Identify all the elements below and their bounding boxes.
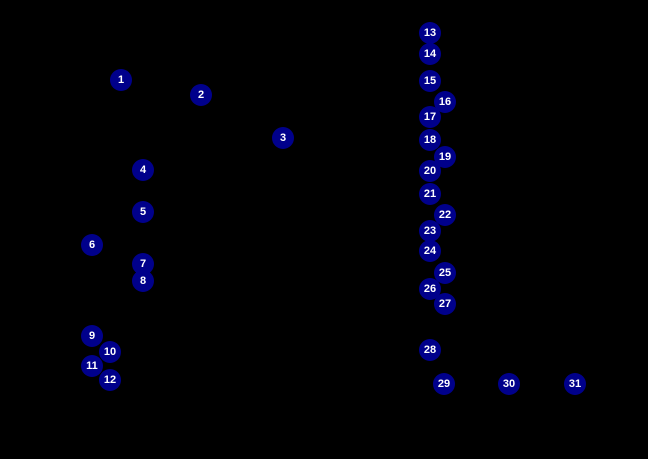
marker-7[interactable]: 7 bbox=[132, 253, 154, 275]
marker-25[interactable]: 25 bbox=[434, 262, 456, 284]
marker-1[interactable]: 1 bbox=[110, 69, 132, 91]
marker-4[interactable]: 4 bbox=[132, 159, 154, 181]
marker-13[interactable]: 13 bbox=[419, 22, 441, 44]
marker-16[interactable]: 16 bbox=[434, 91, 456, 113]
marker-27[interactable]: 27 bbox=[434, 293, 456, 315]
marker-20[interactable]: 20 bbox=[419, 160, 441, 182]
marker-2[interactable]: 2 bbox=[190, 84, 212, 106]
marker-23[interactable]: 23 bbox=[419, 220, 441, 242]
marker-28[interactable]: 28 bbox=[419, 339, 441, 361]
marker-10[interactable]: 10 bbox=[99, 341, 121, 363]
marker-5[interactable]: 5 bbox=[132, 201, 154, 223]
marker-6[interactable]: 6 bbox=[81, 234, 103, 256]
marker-3[interactable]: 3 bbox=[272, 127, 294, 149]
marker-9[interactable]: 9 bbox=[81, 325, 103, 347]
marker-12[interactable]: 12 bbox=[99, 369, 121, 391]
marker-24[interactable]: 24 bbox=[419, 240, 441, 262]
marker-18[interactable]: 18 bbox=[419, 129, 441, 151]
marker-21[interactable]: 21 bbox=[419, 183, 441, 205]
marker-15[interactable]: 15 bbox=[419, 70, 441, 92]
marker-26[interactable]: 26 bbox=[419, 278, 441, 300]
marker-19[interactable]: 19 bbox=[434, 146, 456, 168]
marker-17[interactable]: 17 bbox=[419, 106, 441, 128]
marker-31[interactable]: 31 bbox=[564, 373, 586, 395]
marker-30[interactable]: 30 bbox=[498, 373, 520, 395]
marker-29[interactable]: 29 bbox=[433, 373, 455, 395]
marker-14[interactable]: 14 bbox=[419, 43, 441, 65]
marker-22[interactable]: 22 bbox=[434, 204, 456, 226]
marker-8[interactable]: 8 bbox=[132, 270, 154, 292]
marker-11[interactable]: 11 bbox=[81, 355, 103, 377]
